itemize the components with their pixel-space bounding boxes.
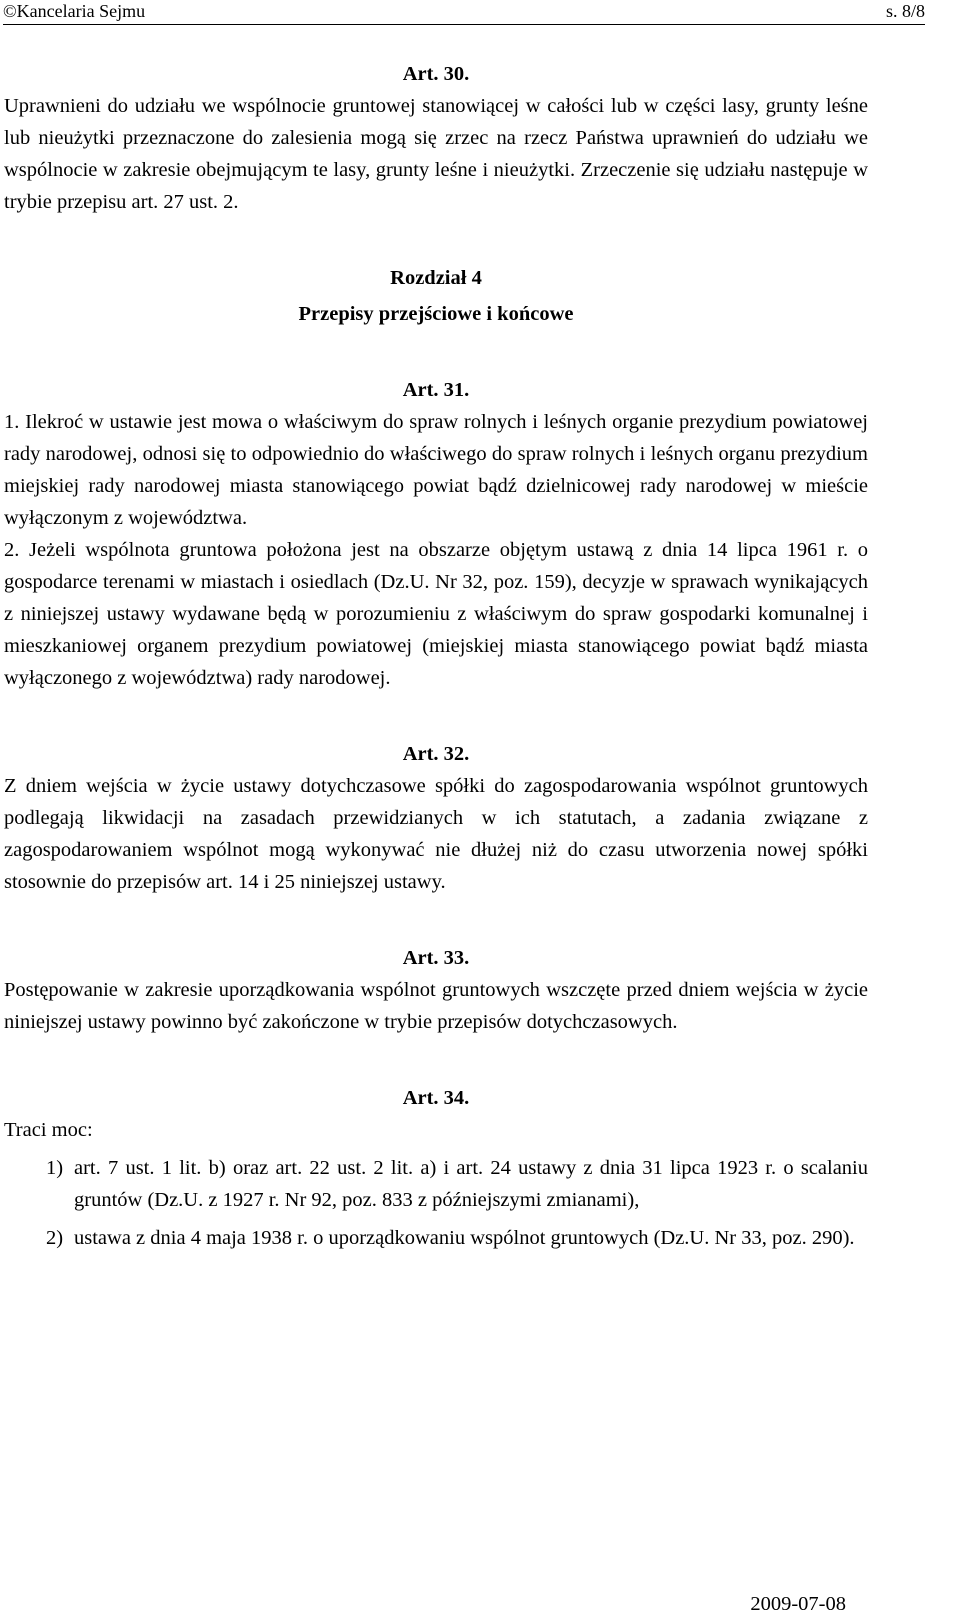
- header-page-number: s. 8/8: [885, 1, 925, 21]
- repealed-acts-list: [4, 1152, 868, 1254]
- art-32-title: Art. 32.: [402, 743, 470, 765]
- page-header: [3, 0, 925, 25]
- art-31-paragraph-2: 2. Jeżeli wspólnota gruntowa położona jest na obszarze objętym ustawą z dnia 14 lipca 1961 r. o gospodarce terenami w miastach i osiedlach (Dz.U. Nr 32, poz. 159), decyzje w sprawach wynikających z niniejszej ustawy wydawane będą w porozumieniu z właściwym do spraw gospodarki komunalnej i mieszkaniowej organem prezydium powiatowej (miejskiej miasta stanowiącego powiat bądź miasta wyłączonego z województwa) rady narodowej.: [4, 539, 868, 689]
- list-item-text: art. 7 ust. 1 lit. b) oraz art. 22 ust. 2 lit. a) i art. 24 ustawy z dnia 31 lipca 1923 r. o scalaniu gruntów (Dz.U. z 1927 r. Nr 92, poz. 833 z późniejszymi zmianami),: [74, 1157, 868, 1211]
- art-32-text: Z dniem wejścia w życie ustawy dotychczasowe spółki do zagospodarowania wspólnot gruntowych podlegają likwidacji na zasadach przewidzianych w ich statutach, a zadania związane z zagospodarowaniem wspólnot mogą wykonywać nie dłużej niż do czasu utworzenia nowej spółki stosownie do przepisów art. 14 i 25 niniejszej ustawy.: [4, 775, 868, 893]
- art-34-intro: Traci moc:: [4, 1119, 93, 1141]
- list-item-number: 1): [46, 1157, 64, 1179]
- header-copyright: ©Kancelaria Sejmu: [3, 1, 146, 21]
- list-item: [4, 1152, 868, 1216]
- art-31-title: Art. 31.: [402, 379, 470, 401]
- list-item-text: ustawa z dnia 4 maja 1938 r. o uporządkowaniu wspólnot gruntowych (Dz.U. Nr 33, poz. 290).: [74, 1227, 855, 1249]
- footer-date: 2009-07-08: [750, 1593, 846, 1615]
- art-30-text: Uprawnieni do udziału we wspólnocie gruntowej stanowiącej w całości lub w części lasy, grunty leśne lub nieużytki przeznaczone do zalesienia mogą się zrzec na rzecz Państwa uprawnień do udziału we wspólnocie w zakresie obejmującym te lasy, grunty leśne i nieużytki. Zrzeczenie się udziału następuje w trybie przepisu art. 27 ust. 2.: [4, 95, 868, 213]
- chapter-number: Rozdział 4: [390, 267, 482, 289]
- chapter-title: Przepisy przejściowe i końcowe: [298, 303, 574, 325]
- art-33-text: Postępowanie w zakresie uporządkowania wspólnot gruntowych wszczęte przed dniem wejścia w życie niniejszej ustawy powinno być zakończone w trybie przepisów dotychczasowych.: [4, 979, 868, 1033]
- art-33-title: Art. 33.: [402, 947, 470, 969]
- art-34-title: Art. 34.: [402, 1087, 470, 1109]
- art-31-paragraph-1: 1. Ilekroć w ustawie jest mowa o właściwym do spraw rolnych i leśnych organie prezydium powiatowej rady narodowej, odnosi się to odpowiednio do właściwego do spraw rolnych i leśnych organu prezydium miejskiej rady narodowej miasta stanowiącego powiat bądź dzielnicowej rady narodowej w mieście wyłączonym z województwa.: [4, 411, 868, 529]
- list-item: [4, 1222, 868, 1254]
- list-item-number: 2): [46, 1227, 64, 1249]
- document-body: [4, 58, 868, 1260]
- art-30-title: Art. 30.: [402, 63, 470, 85]
